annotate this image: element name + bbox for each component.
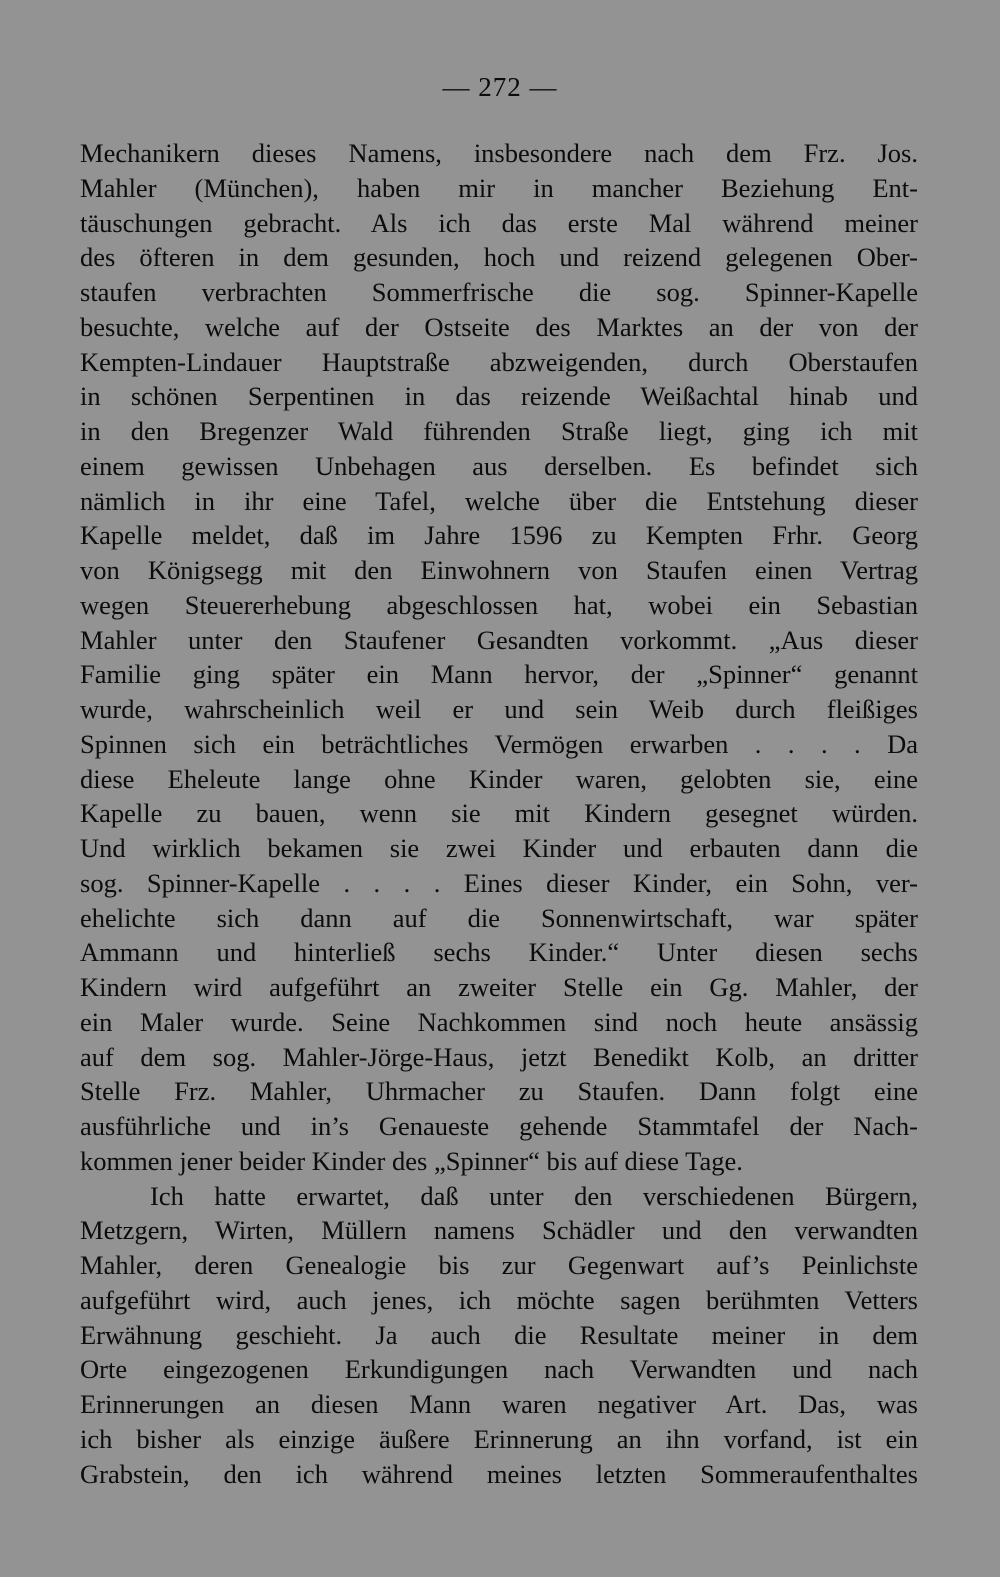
text-line: wurde, wahrscheinlich weil er und sein Weib durch fleißiges xyxy=(80,694,918,724)
text-line: Familie ging später ein Mann hervor, der „Spinner“ genannt xyxy=(80,659,918,690)
text-line: nämlich in ihr eine Tafel, welche über die Entstehung dieser xyxy=(80,485,918,516)
text-line: in schönen Serpentinen in das reizende Weißachtal hinab und xyxy=(80,381,918,412)
text-line: Ammann und hinterließ sechs Kinder.“ Unter diesen sechs xyxy=(80,937,918,968)
text-line: Erwähnung geschieht. Ja auch die Resultate meiner in dem xyxy=(80,1319,918,1350)
text-line: auf dem sog. Mahler-Jörge-Haus, jetzt Benedikt Kolb, an dritter xyxy=(80,1041,918,1072)
text-line: ich bisher als einzige äußere Erinnerung an ihn vorfand, ist ein xyxy=(80,1423,918,1454)
text-line: Kempten-Lindauer Hauptstraße abzweigenden, durch Oberstaufen xyxy=(80,346,918,377)
text-line: Ich hatte erwartet, daß unter den verschiedenen Bürgern, xyxy=(150,1180,918,1211)
text-line: Kapelle zu bauen, wenn sie mit Kindern gesegnet würden. xyxy=(80,798,918,829)
text-line: Spinnen sich ein beträchtliches Vermögen erwarben . . . . Da xyxy=(80,728,918,759)
text-line: Metzgern, Wirten, Müllern namens Schädler und den verwandten xyxy=(80,1215,918,1246)
text-line: Kindern wird aufgeführt an zweiter Stelle ein Gg. Mahler, der xyxy=(80,972,918,1002)
text-line: diese Eheleute lange ohne Kinder waren, gelobten sie, eine xyxy=(80,763,918,794)
text-line: staufen verbrachten Sommerfrische die sog. Spinner-Kapelle xyxy=(80,277,918,307)
page-number: — 272 — xyxy=(442,72,558,102)
text-line: Grabstein, den ich während meines letzten Sommeraufenthaltes xyxy=(80,1458,918,1489)
text-line: Kapelle meldet, daß im Jahre 1596 zu Kempten Frhr. Georg xyxy=(80,520,918,551)
text-line: Erinnerungen an diesen Mann waren negativer Art. Das, was xyxy=(80,1389,918,1419)
text-line: von Königsegg mit den Einwohnern von Staufen einen Vertrag xyxy=(80,555,918,585)
body-text xyxy=(80,136,918,1491)
text-line: Und wirklich bekamen sie zwei Kinder und erbauten dann die xyxy=(80,833,918,863)
text-line: einem gewissen Unbehagen aus derselben. Es befindet sich xyxy=(80,450,918,481)
text-line: in den Bregenzer Wald führenden Straße liegt, ging ich mit xyxy=(80,416,918,446)
text-line: täuschungen gebracht. Als ich das erste Mal während meiner xyxy=(80,207,918,238)
text-line: Mahler, deren Genealogie bis zur Gegenwart auf’s Peinlichste xyxy=(80,1250,918,1280)
text-line: ausführliche und in’s Genaueste gehende Stammtafel der Nach- xyxy=(80,1111,918,1141)
text-line: Mahler (München), haben mir in mancher Beziehung Ent- xyxy=(80,172,918,203)
text-line: ein Maler wurde. Seine Nachkommen sind noch heute ansässig xyxy=(80,1006,918,1037)
text-line: Mahler unter den Staufener Gesandten vorkommt. „Aus dieser xyxy=(80,624,918,655)
text-line: besuchte, welche auf der Ostseite des Marktes an der von der xyxy=(80,311,918,342)
text-line: kommen jener beider Kinder des „Spinner“ bis auf diese Tage. xyxy=(80,1145,743,1176)
text-line: Stelle Frz. Mahler, Uhrmacher zu Staufen. Dann folgt eine xyxy=(80,1076,918,1107)
text-line: wegen Steuererhebung abgeschlossen hat, wobei ein Sebastian xyxy=(80,589,918,620)
text-line: des öfteren in dem gesunden, hoch und reizend gelegenen Ober- xyxy=(80,242,918,273)
text-line: sog. Spinner-Kapelle . . . . Eines dieser Kinder, ein Sohn, ver- xyxy=(80,867,918,898)
text-line: Orte eingezogenen Erkundigungen nach Verwandten und nach xyxy=(80,1354,918,1385)
text-line: Mechanikern dieses Namens, insbesondere nach dem Frz. Jos. xyxy=(80,138,918,168)
text-line: ehelichte sich dann auf die Sonnenwirtschaft, war später xyxy=(80,902,918,933)
text-line: aufgeführt wird, auch jenes, ich möchte sagen berühmten Vetters xyxy=(80,1284,918,1315)
